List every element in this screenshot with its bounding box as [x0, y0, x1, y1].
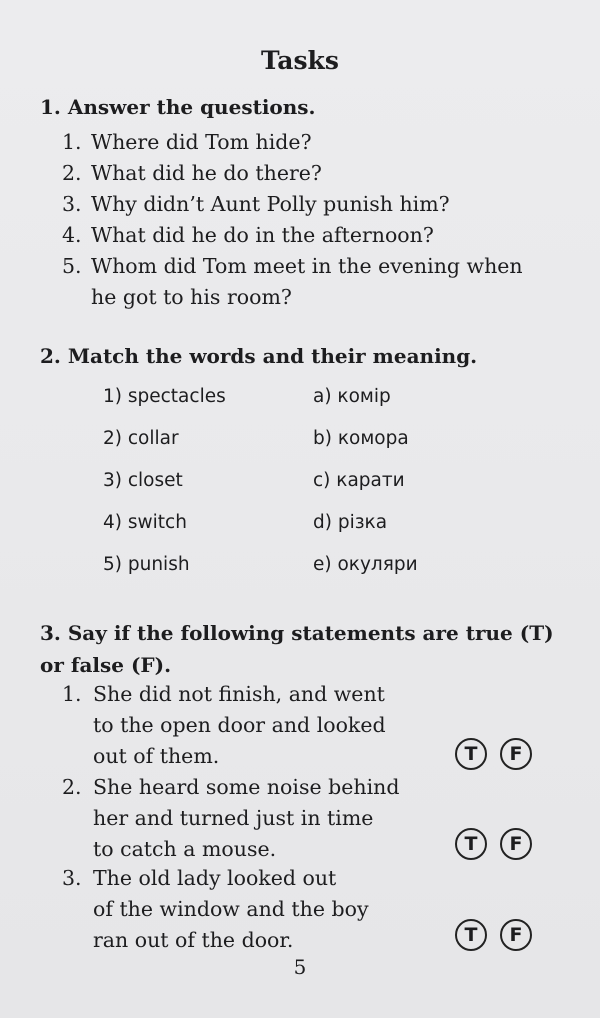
- match-word-1: 1) spectacles: [103, 386, 226, 407]
- match-meaning-c: c) карати: [313, 470, 405, 491]
- statement-line: to the open door and looked: [93, 713, 386, 737]
- question-3: [62, 189, 450, 220]
- question-text: Why didn’t Aunt Polly punish him?: [91, 192, 450, 216]
- statement-line: her and turned just in time: [93, 806, 374, 830]
- task3-heading: [40, 617, 554, 681]
- question-text-continued: he got to his room?: [91, 285, 292, 309]
- statement-line: of the window and the boy: [93, 897, 369, 921]
- task2-heading: 2. Match the words and their meaning.: [40, 344, 478, 368]
- match-meaning-d: d) різка: [313, 512, 388, 533]
- question-number: 2.: [62, 161, 82, 185]
- statement-line: The old lady looked out: [93, 866, 337, 890]
- statement-line: ran out of the door.: [93, 928, 294, 952]
- statement-number: 3.: [62, 866, 82, 890]
- match-meaning-b: b) комора: [313, 428, 409, 449]
- statement-line: out of them.: [93, 744, 220, 768]
- statement-3: [62, 863, 422, 956]
- match-word-3: 3) closet: [103, 470, 183, 491]
- false-option-2[interactable]: F: [500, 828, 532, 860]
- statement-number: 2.: [62, 775, 82, 799]
- true-option-3[interactable]: T: [455, 919, 487, 951]
- statement-number: 1.: [62, 682, 82, 706]
- statement-line: She did not finish, and went: [93, 682, 385, 706]
- statement-1: [62, 679, 422, 772]
- false-option-3[interactable]: F: [500, 919, 532, 951]
- task3-heading-line1: 3. Say if the following statements are true (T): [40, 621, 554, 645]
- true-option-1[interactable]: T: [455, 738, 487, 770]
- question-text: What did he do in the afternoon?: [91, 223, 434, 247]
- question-number: 4.: [62, 223, 82, 247]
- question-5: [62, 251, 523, 313]
- page-number: 5: [293, 955, 307, 979]
- question-4: [62, 220, 434, 251]
- question-number: 1.: [62, 130, 82, 154]
- match-meaning-a: a) комір: [313, 386, 391, 407]
- false-option-1[interactable]: F: [500, 738, 532, 770]
- question-1: [62, 127, 312, 158]
- task3-heading-line2: or false (F).: [40, 653, 172, 677]
- question-text: What did he do there?: [91, 161, 322, 185]
- statement-line: She heard some noise behind: [93, 775, 400, 799]
- question-number: 3.: [62, 192, 82, 216]
- question-number: 5.: [62, 254, 82, 278]
- statement-line: to catch a mouse.: [93, 837, 277, 861]
- task1-heading: 1. Answer the questions.: [40, 95, 316, 119]
- match-word-2: 2) collar: [103, 428, 179, 449]
- question-text: Where did Tom hide?: [91, 130, 312, 154]
- true-option-2[interactable]: T: [455, 828, 487, 860]
- question-2: [62, 158, 322, 189]
- question-text: Whom did Tom meet in the evening when: [91, 254, 523, 278]
- match-word-4: 4) switch: [103, 512, 187, 533]
- page-title: Tasks: [261, 46, 339, 75]
- statement-2: [62, 772, 422, 865]
- match-meaning-e: e) окуляри: [313, 554, 418, 575]
- match-word-5: 5) punish: [103, 554, 190, 575]
